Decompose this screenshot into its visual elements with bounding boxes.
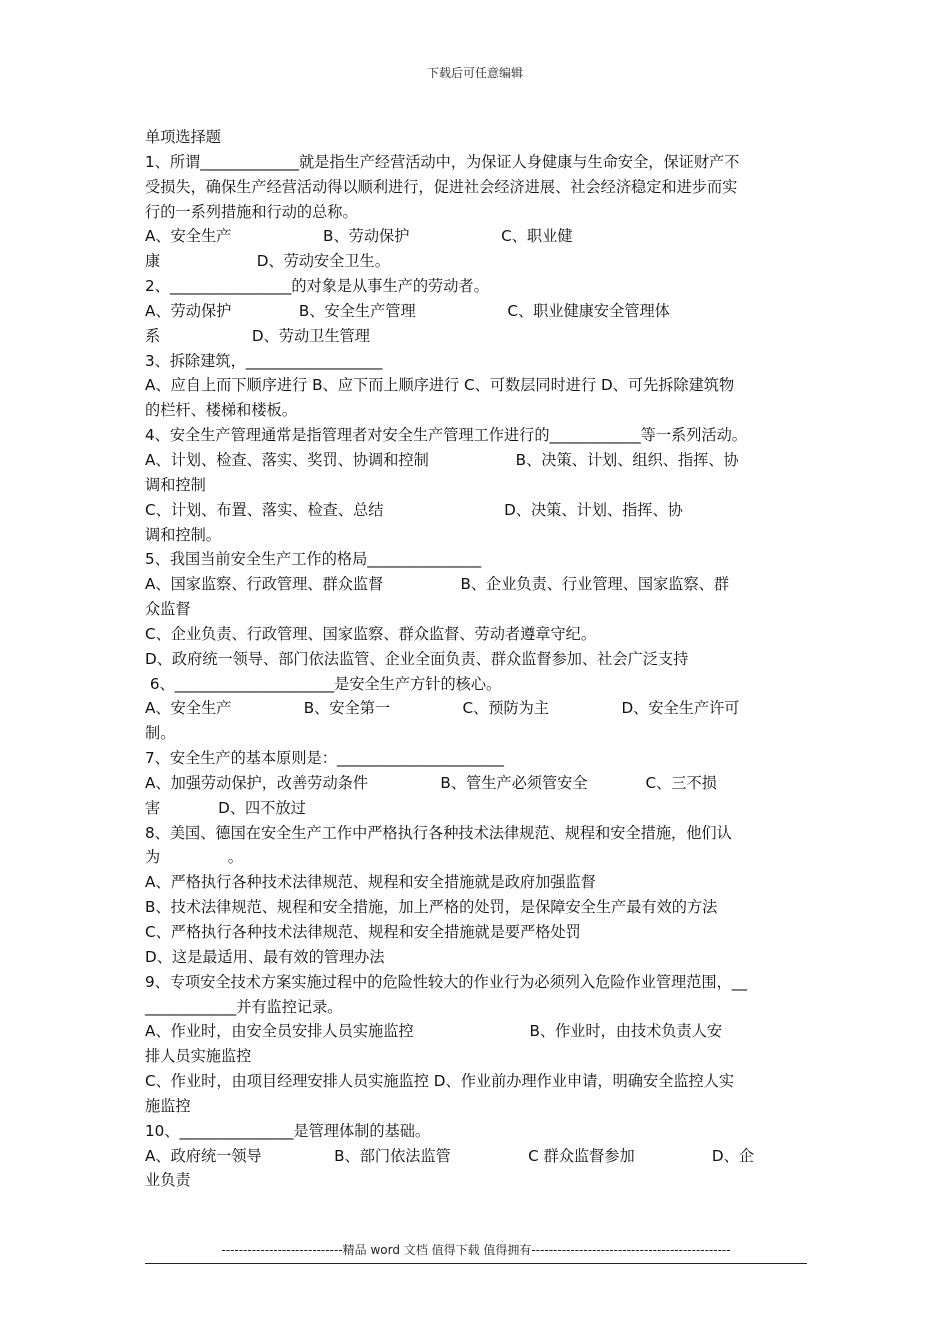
text-line: D、政府统一领导、部门依法监管、企业全面负责、群众监督参加、社会广泛支持: [145, 649, 689, 668]
text-line: 6、_____________________是安全生产方针的核心。: [145, 674, 502, 693]
text-line: 系 D、劳动卫生管理: [145, 326, 370, 345]
text-line: C、严格执行各种技术法律规范、规程和安全措施就是要严格处罚: [145, 923, 581, 941]
text-line: 7、安全生产的基本原则是：______________________: [145, 749, 504, 768]
text-line: 单项选择题: [145, 128, 221, 146]
text-line: 施监控: [145, 1096, 191, 1115]
text-line: 行的一系列措施和行动的总称。: [145, 202, 358, 221]
text-line: A、国家监察、行政管理、群众监督 B、企业负责、行业管理、国家监察、群: [145, 575, 730, 594]
page-footer: ----------------------------精品 word 文档 值得下载 值得拥有----------------------------------------------: [221, 1243, 731, 1257]
text-line: 1、所谓_____________就是指生产经营活动中，为保证人身健康与生命安全，保证财产不: [145, 152, 740, 171]
text-line: A、应自上而下顺序进行 B、应下而上顺序进行 C、可数层同时进行 D、可先拆除建筑物: [145, 376, 735, 395]
text-line: A、严格执行各种技术法律规范、规程和安全措施就是政府加强监督: [145, 873, 596, 892]
text-line: 制。: [145, 724, 176, 743]
text-line: 10、_______________是管理体制的基础。: [145, 1121, 431, 1140]
text-line: A、劳动保护 B、安全生产管理 C、职业健康安全管理体: [145, 301, 670, 320]
text-line: A、政府统一领导 B、部门依法监管 C 群众监督参加 D、企: [145, 1146, 754, 1165]
footer-divider: [145, 1263, 807, 1264]
text-line: C、计划、布置、落实、检查、总结 D、决策、计划、指挥、协: [145, 500, 683, 519]
text-line: 为 。: [145, 848, 243, 867]
text-line: A、安全生产 B、安全第一 C、预防为主 D、安全生产许可: [145, 699, 740, 718]
text-line: 调和控制。: [145, 525, 221, 544]
text-line: 5、我国当前安全生产工作的格局_______________: [145, 550, 482, 569]
text-line: 排人员实施监控: [145, 1047, 252, 1066]
text-line: 4、安全生产管理通常是指管理者对安全生产管理工作进行的____________等一系列活动。: [145, 426, 747, 445]
text-line: A、作业时，由安全员安排人员实施监控 B、作业时，由技术负责人安: [145, 1022, 723, 1041]
text-line: 2、________________的对象是从事生产的劳动者。: [145, 277, 489, 296]
page-header: 下载后可任意编辑: [426, 66, 523, 80]
text-line: 3、拆除建筑，__________________: [145, 351, 383, 370]
text-line: 调和控制: [145, 475, 206, 494]
document-body: [145, 125, 813, 1193]
text-line: A、安全生产 B、劳动保护 C、职业健: [145, 227, 573, 246]
text-line: A、加强劳动保护，改善劳动条件 B、管生产必须管安全 C、三不损: [145, 773, 717, 792]
text-line: 8、美国、德国在安全生产工作中严格执行各种技术法律规范、规程和安全措施，他们认: [145, 823, 732, 842]
text-line: 害 D、四不放过: [145, 798, 306, 817]
text-line: C、企业负责、行政管理、国家监察、群众监督、劳动者遵章守纪。: [145, 624, 597, 643]
text-line: 众监督: [145, 600, 191, 619]
text-line: B、技术法律规范、规程和安全措施，加上严格的处罚，是保障安全生产最有效的方法: [145, 898, 718, 917]
text-line: A、计划、检查、落实、奖罚、协调和控制 B、决策、计划、组织、指挥、协: [145, 450, 739, 469]
text-line: 业负责: [145, 1171, 191, 1190]
text-line: 受损失，确保生产经营活动得以顺利进行，促进社会经济进展、社会经济稳定和进步而实: [145, 177, 738, 196]
text-line: D、这是最适用、最有效的管理办法: [145, 947, 385, 966]
text-line: 的栏杆、楼梯和楼板。: [145, 401, 297, 420]
text-line: C、作业时，由项目经理安排人员实施监控 D、作业前办理作业申请，明确安全监控人实: [145, 1072, 735, 1091]
text-line: 9、专项安全技术方案实施过程中的危险性较大的作业行为必须列入危险作业管理范围，__: [145, 972, 747, 991]
text-line: 康 D、劳动安全卫生。: [145, 252, 390, 271]
text-line: ____________并有监控记录。: [145, 997, 343, 1016]
